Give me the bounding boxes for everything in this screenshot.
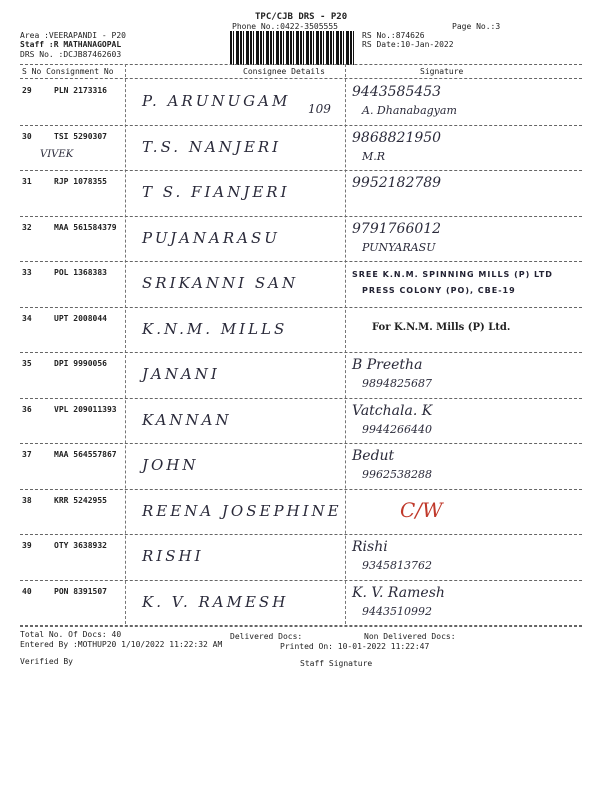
total-docs: Total No. Of Docs: 40: [20, 630, 122, 639]
row-consignment: MAA 561584379: [54, 222, 117, 232]
row-consignment: MAA 564557867: [54, 450, 117, 459]
row-consignment: DPI 9990056: [54, 359, 107, 368]
page-number: Page No.:3: [452, 22, 501, 31]
signature-main: 9952182789: [352, 175, 442, 191]
signature-main: Bedut: [352, 448, 395, 464]
row-sno: 35: [22, 359, 32, 368]
signature-main: C/W: [400, 497, 443, 522]
column-header-sno-consignment: S No Consignment No: [22, 67, 114, 76]
consignee-name: JOHN: [142, 456, 199, 474]
row-sno: 34: [22, 313, 32, 323]
signature-secondary: 9944266440: [362, 422, 432, 436]
consignee-extra: 109: [308, 102, 331, 116]
signature-main: 9791766012: [352, 220, 442, 237]
row-sno: 39: [22, 541, 32, 550]
signature-main: 9868821950: [352, 129, 442, 146]
signature-secondary: 9345813762: [362, 559, 432, 572]
row-sno: 38: [22, 495, 32, 505]
row-sno: 30: [22, 131, 32, 141]
row-consignment: POL 1368383: [54, 268, 107, 277]
row-sno: 36: [22, 404, 32, 414]
signature-secondary: 9894825687: [362, 377, 432, 390]
row-consignment: PLN 2173316: [54, 86, 107, 95]
row-sno: 40: [22, 586, 32, 596]
row-sno: 29: [22, 86, 32, 95]
signature-main: B Preetha: [352, 357, 423, 373]
staff-signature-label: Staff Signature: [300, 659, 373, 668]
consignee-name: P. ARUNUGAM: [142, 92, 291, 110]
non-delivered-docs: Non Delivered Docs:: [364, 632, 456, 641]
delivered-docs: Delivered Docs:: [230, 632, 303, 641]
consignee-name: JANANI: [142, 365, 220, 383]
row-consignment: KRR 5242955: [54, 495, 107, 505]
signature-main: SREE K.N.M. SPINNING MILLS (P) LTD: [352, 270, 553, 279]
consignee-name: REENA JOSEPHINE: [142, 501, 342, 520]
row-consignment: UPT 2008044: [54, 313, 107, 323]
consignee-name: SRIKANNI SAN: [142, 274, 299, 292]
rs-number: RS No.:874626: [362, 31, 425, 40]
phone-number: Phone No.:0422-3505555: [232, 22, 338, 31]
signature-secondary: PRESS COLONY (PO), CBE-19: [362, 286, 516, 295]
entered-by: Entered By :MOTHUP20 1/10/2022 11:22:32 AM: [20, 640, 223, 649]
row-consignment: RJP 1078355: [54, 177, 107, 186]
signature-main: 9443585453: [352, 84, 442, 100]
row-consignment: VPL 209011393: [54, 404, 117, 414]
consignee-name: T.S. NANJERI: [142, 137, 282, 156]
row-consignment: PON 8391507: [54, 586, 107, 596]
row-left-note: VIVEK: [40, 148, 74, 160]
signature-main: For K.N.M. Mills (P) Ltd.: [372, 321, 511, 333]
document-title: TPC/CJB DRS - P20: [255, 12, 348, 22]
signature-main: Rishi: [352, 539, 388, 555]
consignee-name: RISHI: [142, 547, 204, 565]
signature-main: Vatchala. K: [352, 402, 433, 419]
signature-secondary: 9443510992: [362, 604, 432, 618]
column-header-signature: Signature: [420, 67, 464, 76]
column-header-consignee: Consignee Details: [243, 67, 325, 76]
consignee-name: PUJANARASU: [142, 228, 280, 247]
signature-secondary: A. Dhanabagyam: [362, 104, 457, 117]
consignee-name: K. V. RAMESH: [142, 592, 289, 611]
row-sno: 37: [22, 450, 32, 459]
row-sno: 33: [22, 268, 32, 277]
area-label: Area :VEERAPANDI - P20: [20, 31, 126, 40]
row-consignment: OTY 3638932: [54, 541, 107, 550]
signature-secondary: 9962538288: [362, 468, 432, 481]
consignee-name: K.N.M. MILLS: [142, 319, 288, 338]
row-sno: 32: [22, 222, 32, 232]
consignee-name: KANNAN: [142, 410, 232, 429]
row-consignment: TSI 5290307: [54, 131, 107, 141]
signature-secondary: M.R: [362, 149, 386, 163]
rs-date: RS Date:10-Jan-2022: [362, 40, 454, 49]
drs-number: DRS No. :DCJB87462603: [20, 50, 122, 59]
signature-main: K. V. Ramesh: [352, 584, 445, 601]
consignee-name: T S. FIANJERI: [142, 183, 290, 201]
printed-on: Printed On: 10-01-2022 11:22:47: [280, 642, 430, 651]
signature-secondary: PUNYARASU: [362, 240, 436, 254]
row-sno: 31: [22, 177, 32, 186]
verified-by: Verified By: [20, 657, 73, 666]
staff-label: Staff :R MATHANAGOPAL: [20, 40, 122, 49]
barcode: [230, 31, 355, 65]
